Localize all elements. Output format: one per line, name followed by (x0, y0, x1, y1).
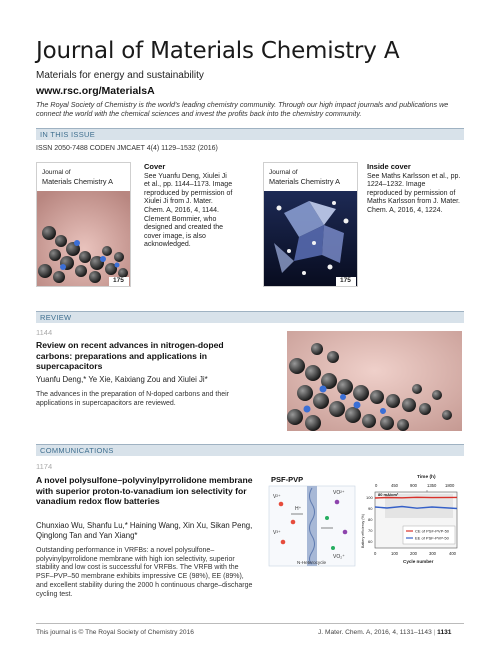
footer-page-number: 1131 (437, 629, 452, 636)
section-heading: REVIEW (40, 313, 72, 322)
chart-note: 80 mA/cm² (378, 492, 399, 497)
issn-line: ISSN 2050-7488 CODEN JMCAET 4(4) 1129–1532 (2016) (36, 145, 218, 152)
cover-image[interactable] (36, 162, 131, 287)
section-bar-review (36, 311, 464, 323)
chart-y-tick-0: 100 (366, 495, 373, 500)
membrane-label: N-Heterocycle (297, 560, 327, 565)
legend-ce: CE of PSF-PVP-50 (415, 528, 450, 534)
chart-top-tick-2: 900 (410, 483, 417, 488)
review-title[interactable]: Review on recent advances in nitrogen-doped carbons: preparations and applications in supercapacitors (36, 340, 224, 371)
inside-cover-badge: 175 (340, 277, 351, 284)
chart-x-tick-3: 300 (429, 551, 436, 556)
chart-top-tick-0: 0 (375, 483, 378, 488)
communication-abstract: Outstanding performance in VRFBs: a novel polysulfone–polyvinylpyrrolidone membrane with high ion selectivity, superior stability and low cost is successful for VRFBs. The VRFB with the PSF–PVP–50 membrane exhibits impressive CE (98%), EE (89%), and excellent stability during the 2000 h continuous charge–discharge cycling test. (36, 547, 253, 598)
footer-rule (36, 623, 464, 624)
review-graphic[interactable] (287, 331, 462, 431)
section-heading: COMMUNICATIONS (40, 446, 114, 455)
chart-y-tick-3: 70 (368, 528, 373, 533)
chart-x-tick-4: 400 (449, 551, 456, 556)
journal-blurb: The Royal Society of Chemistry is the world's leading chemistry community. Through our high impact journals and publications we connect the world with the chemical sciences and invest the profits back into the chemistry community. (36, 100, 449, 118)
ion-label-v2: V²⁺ (273, 494, 281, 500)
footer-citation (318, 629, 451, 636)
ion-label-vo2: VO₂⁺ (333, 554, 345, 560)
cover-badge: 175 (113, 277, 124, 284)
review-abstract: The advances in the preparation of N-doped carbons and their applications in supercapacitors are reviewed. (36, 391, 230, 407)
section-heading: IN THIS ISSUE (40, 130, 96, 139)
cover-caption (144, 163, 234, 250)
chart-x-tick-1: 100 (391, 551, 398, 556)
chart-top-tick-3: 1350 (427, 483, 437, 488)
chart-top-tick-4: 1800 (445, 483, 455, 488)
journal-url[interactable]: www.rsc.org/MaterialsA (36, 85, 155, 97)
footer-citation-text: J. Mater. Chem. A, 2016, 4, 1131–1143 (318, 629, 432, 636)
legend-ee: EE of PSF-PVP-50 (415, 535, 449, 541)
review-authors: Yuanfu Deng,* Ye Xie, Kaixiang Zou and Xiulei Ji* (36, 375, 208, 384)
ion-label-v3: V³⁺ (273, 530, 281, 536)
chart-x-tick-2: 200 (410, 551, 417, 556)
chart-y-tick-4: 60 (368, 539, 373, 544)
communication-graphic[interactable] (267, 472, 465, 570)
ion-label-h: H⁺ (295, 506, 302, 512)
cover-mini-title-1: Journal of (42, 169, 71, 176)
journal-subtitle: Materials for energy and sustainability (36, 70, 204, 81)
inside-cover-image[interactable] (263, 162, 358, 287)
chart-x-label: Cycle number (403, 559, 434, 564)
psf-pvp-label: PSF-PVP (271, 475, 304, 484)
ion-label-vo2plus: VO²⁺ (333, 490, 345, 496)
inside-cover-mini-title-1: Journal of (269, 169, 298, 176)
inside-cover-description: See Maths Karlsson et al., pp. 1224–1232. Image reproduced by permission of Maths Karlsson from J. Mater. Chem. A, 2016, 4, 1224. (367, 172, 461, 214)
review-page-number: 1144 (36, 328, 53, 337)
communication-title[interactable]: A novel polysulfone–polyvinylpyrrolidone membrane with superior proton-to-vanadium ion selectivity for vanadium redox flow batteries (36, 475, 253, 506)
inside-cover-mini-title-2: Materials Chemistry A (269, 177, 340, 186)
cover-heading: Cover (144, 162, 166, 171)
communication-page-number: 1174 (36, 462, 53, 471)
footer-separator: | (433, 629, 438, 636)
chart-x-tick-0: 0 (374, 551, 377, 556)
chart-y-label: Battery efficiency (%) (361, 514, 365, 548)
chart-y-tick-2: 80 (368, 517, 373, 522)
inside-cover-heading: Inside cover (367, 162, 411, 171)
chart-top-label: Time (h) (417, 475, 436, 480)
footer-copyright: This journal is © The Royal Society of Chemistry 2016 (36, 629, 194, 636)
communication-authors: Chunxiao Wu, Shanfu Lu,* Haining Wang, Xin Xu, Sikan Peng, Qinglong Tan and Yan Xiang* (36, 521, 253, 540)
inside-cover-caption (367, 163, 461, 216)
cover-description: See Yuanfu Deng, Xiulei Ji et al., pp. 1144–1173. Image reproduced by permission of Xiulei Ji from J. Mater. Chem. A, 2016, 4, 1144. Clement Bommier, who designed and created the cover image, is also acknowledged. (144, 172, 233, 249)
chart-top-tick-1: 450 (391, 483, 398, 488)
cover-mini-title-2: Materials Chemistry A (42, 177, 113, 186)
section-bar-communications (36, 444, 464, 456)
journal-title: Journal of Materials Chemistry A (36, 38, 400, 64)
section-bar-in-this-issue (36, 128, 464, 140)
chart-y-tick-1: 90 (368, 506, 373, 511)
